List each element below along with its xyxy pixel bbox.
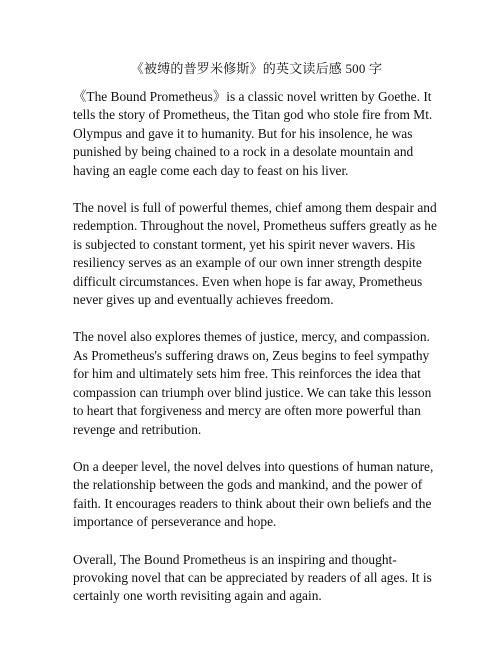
paragraph-2: The novel is full of powerful themes, chief among them despair and redemption. Throughout the novel, Prometheus suffers greatly as he is subjected to constant torment, yet his spirit never wavers. His resiliency serves as an example of our own inner strength despite difficult circumstances. Even when hope is far away, Prometheus never gives up and eventually achieves freedom. [73,200,437,308]
paragraph-5: Overall, The Bound Prometheus is an inspiring and thought-provoking novel that can be appreciated by readers of all ages. It is certainly one worth revisiting again and again. [73,551,432,604]
paragraph-4: On a deeper level, the novel delves into questions of human nature, the relationship between the gods and mankind, and the power of faith. It encourages readers to think about their own beliefs and the importance of perseverance and hope. [73,458,434,530]
paragraph-3: The novel also explores themes of justice, mercy, and compassion. As Prometheus's suffering draws on, Zeus begins to feel sympathy for him and ultimately sets him free. This reinforces the idea that compassion can triumph over blind justice. We can take this lesson to heart that forgiveness and mercy are often more powerful than revenge and retribution. [73,329,432,437]
document-title: 《被缚的普罗米修斯》的英文读后感 500 字 [130,61,383,76]
paragraph-1: 《The Bound Prometheus》is a classic novel written by Goethe. It tells the story of Prometheus, the Titan god who stole fire from Mt. Olympus and gave it to humanity. But for his insolence, he was punished by being chained to a rock in a desolate mountain and having an eagle come each day to feast on his liver. [73,89,433,178]
